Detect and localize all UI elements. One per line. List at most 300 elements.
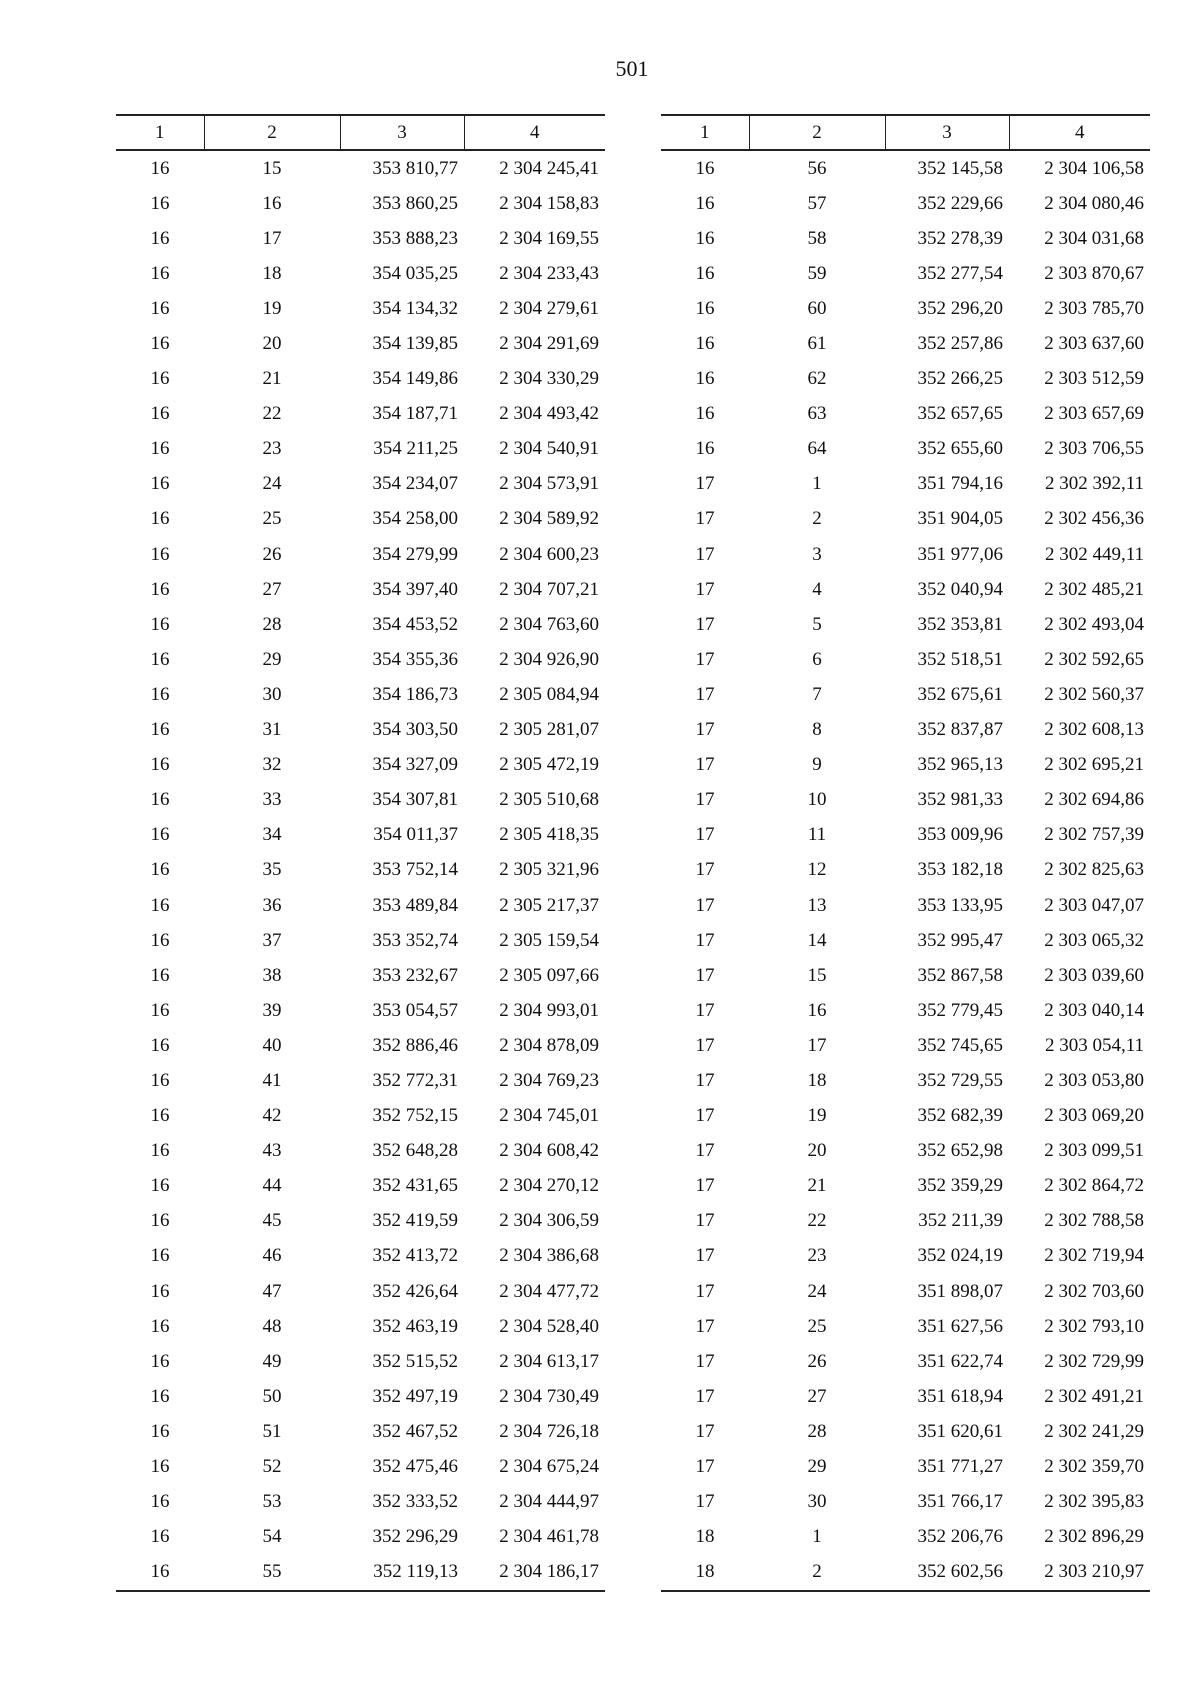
table-row <box>116 1414 605 1449</box>
cell-coordinate-x: 352 965,13 <box>917 754 1003 776</box>
table-row <box>116 1379 605 1414</box>
table-row <box>661 291 1150 326</box>
table-row <box>116 1169 605 1204</box>
column-header: 1 <box>155 121 165 143</box>
cell-group-number: 16 <box>695 403 715 425</box>
cell-group-number: 16 <box>150 789 170 811</box>
cell-group-number: 17 <box>695 543 715 565</box>
cell-coordinate-x: 351 766,17 <box>917 1491 1003 1513</box>
cell-group-number: 17 <box>695 1069 715 1091</box>
cell-coordinate-y: 2 304 158,83 <box>499 192 599 214</box>
table-row <box>661 1485 1150 1520</box>
cell-point-number: 14 <box>807 929 827 951</box>
cell-point-number: 2 <box>749 1555 885 1591</box>
cell-coordinate-x: 351 620,61 <box>917 1420 1003 1442</box>
table-row <box>661 537 1150 572</box>
cell-coordinate-y: 2 303 039,60 <box>1044 964 1144 986</box>
table-row <box>661 502 1150 537</box>
cell-coordinate-y: 2 304 461,78 <box>499 1526 599 1548</box>
coordinates-table-right <box>661 114 1150 1592</box>
cell-coordinate-x: 352 779,45 <box>917 999 1003 1021</box>
cell-point-number: 13 <box>807 894 827 916</box>
cell-coordinate-x: 352 675,61 <box>917 683 1003 705</box>
cell-coordinate-y: 2 304 707,21 <box>499 578 599 600</box>
cell-point-number: 52 <box>262 1456 282 1478</box>
table-row <box>116 748 605 783</box>
cell-coordinate-y: 2 304 769,23 <box>499 1069 599 1091</box>
cell-group-number: 17 <box>695 473 715 495</box>
cell-point-number: 57 <box>807 192 827 214</box>
cell-coordinate-y: 2 302 485,21 <box>1044 578 1144 600</box>
table-row <box>116 572 605 607</box>
cell-point-number: 5 <box>812 613 822 635</box>
cell-coordinate-x: 354 187,71 <box>372 403 458 425</box>
cell-coordinate-x: 352 206,76 <box>917 1526 1003 1548</box>
table-row <box>661 1099 1150 1134</box>
cell-coordinate-x: 354 134,32 <box>372 297 458 319</box>
cell-group-number: 16 <box>150 1526 170 1548</box>
table-row <box>661 1555 1150 1591</box>
cell-group-number: 16 <box>150 683 170 705</box>
cell-coordinate-x: 352 211,39 <box>918 1210 1003 1232</box>
table-row <box>661 1414 1150 1449</box>
cell-coordinate-y: 2 302 608,13 <box>1044 719 1144 741</box>
cell-group-number: 16 <box>150 1456 170 1478</box>
cell-point-number: 60 <box>807 297 827 319</box>
cell-coordinate-y: 2 303 047,07 <box>1044 894 1144 916</box>
cell-group-number: 16 <box>150 894 170 916</box>
table-row <box>116 1485 605 1520</box>
cell-coordinate-x: 352 729,55 <box>917 1069 1003 1091</box>
table-row <box>661 432 1150 467</box>
cell-group-number: 16 <box>150 1350 170 1372</box>
cell-point-number: 63 <box>807 403 827 425</box>
table-row <box>116 783 605 818</box>
cell-coordinate-y: 2 303 099,51 <box>1044 1140 1144 1162</box>
cell-coordinate-y: 2 304 528,40 <box>499 1315 599 1337</box>
cell-coordinate-x: 353 752,14 <box>372 859 458 881</box>
cell-point-number: 22 <box>807 1210 827 1232</box>
cell-point-number: 23 <box>262 438 282 460</box>
cell-coordinate-x: 352 024,19 <box>917 1245 1003 1267</box>
cell-point-number: 11 <box>807 824 827 846</box>
cell-group-number: 16 <box>150 578 170 600</box>
cell-group-number: 16 <box>695 297 715 319</box>
cell-coordinate-x: 354 258,00 <box>372 508 458 530</box>
cell-group-number: 16 <box>150 999 170 1021</box>
cell-coordinate-y: 2 302 493,04 <box>1044 613 1144 635</box>
cell-point-number: 10 <box>807 789 827 811</box>
cell-point-number: 21 <box>262 368 282 390</box>
cell-group-number: 16 <box>150 1385 170 1407</box>
cell-point-number: 19 <box>262 297 282 319</box>
cell-coordinate-y: 2 304 233,43 <box>499 262 599 284</box>
table-row <box>661 150 1150 186</box>
table-row <box>116 1449 605 1484</box>
cell-coordinate-x: 352 040,94 <box>917 578 1003 600</box>
cell-coordinate-x: 354 307,81 <box>372 789 458 811</box>
cell-coordinate-x: 352 837,87 <box>917 719 1003 741</box>
cell-group-number: 16 <box>150 543 170 565</box>
cell-coordinate-y: 2 303 053,80 <box>1044 1069 1144 1091</box>
cell-point-number: 59 <box>807 262 827 284</box>
cell-group-number: 17 <box>695 1175 715 1197</box>
cell-coordinate-y: 2 302 456,36 <box>1044 508 1144 530</box>
cell-group-number: 16 <box>150 754 170 776</box>
cell-coordinate-x: 352 353,81 <box>917 613 1003 635</box>
cell-coordinate-x: 354 303,50 <box>372 719 458 741</box>
column-header: 1 <box>700 121 710 143</box>
table-row <box>661 1063 1150 1098</box>
table-row <box>116 607 605 642</box>
cell-coordinate-x: 354 279,99 <box>372 543 458 565</box>
cell-coordinate-y: 2 302 896,29 <box>1044 1526 1144 1548</box>
cell-group-number: 16 <box>695 157 715 179</box>
table-body <box>661 150 1150 1591</box>
cell-coordinate-y: 2 302 560,37 <box>1044 683 1144 705</box>
cell-group-number: 16 <box>150 1034 170 1056</box>
cell-point-number: 1 <box>812 1526 822 1548</box>
cell-coordinate-y: 2 302 695,21 <box>1044 754 1144 776</box>
cell-group-number: 17 <box>695 894 715 916</box>
table-row <box>116 1028 605 1063</box>
cell-coordinate-x: 352 296,20 <box>917 297 1003 319</box>
cell-group-number: 16 <box>695 368 715 390</box>
table-row <box>661 818 1150 853</box>
cell-coordinate-y: 2 304 540,91 <box>499 438 599 460</box>
cell-coordinate-x: 352 752,15 <box>372 1105 458 1127</box>
cell-group-number: 17 <box>695 1280 715 1302</box>
cell-point-number: 28 <box>262 613 282 635</box>
page-number: 501 <box>615 56 649 81</box>
cell-coordinate-y: 2 305 217,37 <box>499 894 599 916</box>
cell-point-number: 16 <box>807 999 827 1021</box>
table-row <box>661 1309 1150 1344</box>
cell-coordinate-y: 2 303 040,14 <box>1044 999 1144 1021</box>
table-row <box>661 1134 1150 1169</box>
cell-coordinate-y: 2 304 270,12 <box>499 1175 599 1197</box>
cell-point-number: 50 <box>262 1385 282 1407</box>
cell-point-number: 44 <box>262 1175 282 1197</box>
cell-point-number: 62 <box>807 368 827 390</box>
cell-group-number: 16 <box>695 192 715 214</box>
table-row <box>661 1274 1150 1309</box>
cell-point-number: 27 <box>807 1385 827 1407</box>
table-row <box>661 1169 1150 1204</box>
table-row <box>661 888 1150 923</box>
cell-group-number: 17 <box>695 1210 715 1232</box>
table-row <box>661 1204 1150 1239</box>
cell-coordinate-x: 352 419,59 <box>372 1210 458 1232</box>
cell-coordinate-x: 354 234,07 <box>372 473 458 495</box>
cell-coordinate-x: 352 257,86 <box>917 333 1003 355</box>
cell-coordinate-x: 351 904,05 <box>917 508 1003 530</box>
cell-coordinate-y: 2 304 186,17 <box>464 1555 605 1591</box>
cell-coordinate-y: 2 302 359,70 <box>1044 1456 1144 1478</box>
cell-point-number: 2 <box>812 508 822 530</box>
column-header: 4 <box>1009 115 1150 150</box>
cell-coordinate-x: 352 995,47 <box>917 929 1003 951</box>
column-header: 3 <box>340 115 464 150</box>
cell-group-number: 16 <box>150 1069 170 1091</box>
cell-point-number: 30 <box>807 1491 827 1513</box>
cell-coordinate-y: 2 302 788,58 <box>1044 1210 1144 1232</box>
cell-coordinate-y: 2 304 245,41 <box>499 157 599 179</box>
cell-group-number: 16 <box>150 262 170 284</box>
cell-group-number: 17 <box>695 1385 715 1407</box>
column-header: 2 <box>204 115 340 150</box>
cell-group-number: 16 <box>150 613 170 635</box>
cell-point-number: 16 <box>262 192 282 214</box>
cell-group-number: 16 <box>695 438 715 460</box>
cell-group-number: 16 <box>150 1420 170 1442</box>
cell-group-number: 16 <box>150 333 170 355</box>
cell-coordinate-y: 2 303 210,97 <box>1009 1555 1150 1591</box>
cell-point-number: 9 <box>812 754 822 776</box>
cell-coordinate-x: 351 794,16 <box>917 473 1003 495</box>
cell-group-number: 16 <box>150 157 170 179</box>
table-row <box>661 677 1150 712</box>
table-row <box>661 1028 1150 1063</box>
cell-point-number: 32 <box>262 754 282 776</box>
cell-point-number: 46 <box>262 1245 282 1267</box>
cell-group-number: 16 <box>150 1280 170 1302</box>
table-row <box>116 397 605 432</box>
cell-coordinate-x: 352 981,33 <box>917 789 1003 811</box>
table-header-row <box>116 115 605 150</box>
table-row <box>661 1449 1150 1484</box>
cell-point-number: 53 <box>262 1491 282 1513</box>
cell-group-number: 16 <box>150 1245 170 1267</box>
cell-point-number: 12 <box>807 859 827 881</box>
cell-coordinate-x: 352 655,60 <box>917 438 1003 460</box>
cell-point-number: 41 <box>262 1069 282 1091</box>
cell-coordinate-y: 2 302 703,60 <box>1044 1280 1144 1302</box>
table-row <box>116 888 605 923</box>
cell-coordinate-y: 2 304 106,58 <box>1044 157 1144 179</box>
cell-point-number: 37 <box>262 929 282 951</box>
table-row <box>116 713 605 748</box>
cell-coordinate-y: 2 302 793,10 <box>1044 1315 1144 1337</box>
cell-coordinate-y: 2 304 169,55 <box>499 227 599 249</box>
table-row <box>661 326 1150 361</box>
cell-coordinate-y: 2 304 600,23 <box>499 543 599 565</box>
cell-coordinate-x: 354 149,86 <box>372 368 458 390</box>
cell-coordinate-x: 354 011,37 <box>373 824 458 846</box>
cell-group-number: 18 <box>661 1555 749 1591</box>
cell-coordinate-y: 2 304 745,01 <box>499 1105 599 1127</box>
cell-coordinate-x: 353 009,96 <box>917 824 1003 846</box>
cell-coordinate-x: 352 413,72 <box>372 1245 458 1267</box>
cell-point-number: 26 <box>807 1350 827 1372</box>
cell-group-number: 17 <box>695 719 715 741</box>
cell-point-number: 48 <box>262 1315 282 1337</box>
cell-group-number: 16 <box>695 333 715 355</box>
cell-coordinate-y: 2 304 726,18 <box>499 1420 599 1442</box>
cell-point-number: 30 <box>262 683 282 705</box>
table-row <box>116 186 605 221</box>
cell-group-number: 16 <box>116 1555 204 1591</box>
cell-point-number: 3 <box>812 543 822 565</box>
cell-coordinate-x: 351 977,06 <box>917 543 1003 565</box>
cell-group-number: 17 <box>695 1350 715 1372</box>
cell-coordinate-y: 2 303 785,70 <box>1044 297 1144 319</box>
cell-group-number: 16 <box>150 648 170 670</box>
cell-coordinate-x: 352 518,51 <box>917 648 1003 670</box>
cell-coordinate-y: 2 304 993,01 <box>499 999 599 1021</box>
cell-point-number: 17 <box>807 1034 827 1056</box>
cell-coordinate-y: 2 305 321,96 <box>499 859 599 881</box>
cell-coordinate-y: 2 302 395,83 <box>1044 1491 1144 1513</box>
cell-point-number: 18 <box>807 1069 827 1091</box>
cell-coordinate-x: 353 232,67 <box>372 964 458 986</box>
cell-coordinate-x: 352 333,52 <box>372 1491 458 1513</box>
cell-coordinate-y: 2 305 084,94 <box>499 683 599 705</box>
cell-coordinate-y: 2 303 065,32 <box>1044 929 1144 951</box>
table-row <box>661 607 1150 642</box>
cell-point-number: 8 <box>812 719 822 741</box>
cell-point-number: 24 <box>262 473 282 495</box>
table-row <box>661 642 1150 677</box>
cell-coordinate-x: 352 682,39 <box>917 1105 1003 1127</box>
cell-group-number: 17 <box>695 1315 715 1337</box>
cell-point-number: 49 <box>262 1350 282 1372</box>
cell-point-number: 45 <box>262 1210 282 1232</box>
cell-coordinate-x: 352 277,54 <box>917 262 1003 284</box>
table-row <box>116 150 605 186</box>
table-row <box>116 1274 605 1309</box>
cell-coordinate-y: 2 304 608,42 <box>499 1140 599 1162</box>
cell-coordinate-x: 352 745,65 <box>917 1034 1003 1056</box>
cell-coordinate-x: 352 296,29 <box>372 1526 458 1548</box>
cell-coordinate-y: 2 304 031,68 <box>1044 227 1144 249</box>
cell-coordinate-x: 352 463,19 <box>372 1315 458 1337</box>
cell-group-number: 16 <box>150 1175 170 1197</box>
cell-coordinate-x: 354 139,85 <box>372 333 458 355</box>
column-header: 4 <box>464 115 605 150</box>
cell-point-number: 25 <box>807 1315 827 1337</box>
cell-coordinate-y: 2 302 729,99 <box>1044 1350 1144 1372</box>
table-row <box>116 537 605 572</box>
cell-coordinate-y: 2 302 719,94 <box>1044 1245 1144 1267</box>
cell-coordinate-x: 352 886,46 <box>372 1034 458 1056</box>
table-row <box>661 1520 1150 1555</box>
cell-coordinate-x: 351 622,74 <box>917 1350 1003 1372</box>
cell-coordinate-y: 2 304 279,61 <box>499 297 599 319</box>
cell-group-number: 16 <box>150 859 170 881</box>
cell-point-number: 15 <box>807 964 827 986</box>
cell-coordinate-y: 2 304 291,69 <box>499 333 599 355</box>
table-row <box>661 713 1150 748</box>
cell-coordinate-y: 2 304 763,60 <box>499 613 599 635</box>
cell-coordinate-x: 353 352,74 <box>372 929 458 951</box>
table-row <box>116 853 605 888</box>
column-header: 2 <box>749 115 885 150</box>
table-row <box>661 853 1150 888</box>
cell-group-number: 16 <box>150 1491 170 1513</box>
cell-group-number: 16 <box>150 473 170 495</box>
table-row <box>661 186 1150 221</box>
cell-point-number: 36 <box>262 894 282 916</box>
cell-coordinate-x: 353 810,77 <box>372 157 458 179</box>
table-body <box>116 150 605 1591</box>
cell-group-number: 16 <box>150 403 170 425</box>
cell-coordinate-x: 352 426,64 <box>372 1280 458 1302</box>
cell-group-number: 17 <box>695 578 715 600</box>
cell-group-number: 17 <box>695 1420 715 1442</box>
cell-point-number: 40 <box>262 1034 282 1056</box>
cell-coordinate-x: 351 618,94 <box>917 1385 1003 1407</box>
cell-point-number: 18 <box>262 262 282 284</box>
cell-group-number: 17 <box>695 1456 715 1478</box>
cell-group-number: 17 <box>695 824 715 846</box>
cell-point-number: 21 <box>807 1175 827 1197</box>
cell-coordinate-y: 2 303 054,11 <box>1044 1034 1144 1056</box>
table-row <box>116 993 605 1028</box>
cell-coordinate-x: 352 278,39 <box>917 227 1003 249</box>
cell-coordinate-y: 2 305 097,66 <box>499 964 599 986</box>
table-row <box>116 1555 605 1591</box>
cell-coordinate-y: 2 303 870,67 <box>1044 262 1144 284</box>
cell-point-number: 29 <box>807 1456 827 1478</box>
cell-coordinate-y: 2 302 241,29 <box>1044 1420 1144 1442</box>
cell-coordinate-y: 2 302 491,21 <box>1044 1385 1144 1407</box>
table-row <box>661 221 1150 256</box>
cell-coordinate-x: 352 475,46 <box>372 1456 458 1478</box>
cell-group-number: 16 <box>150 1140 170 1162</box>
cell-coordinate-x: 353 054,57 <box>372 999 458 1021</box>
cell-group-number: 17 <box>695 683 715 705</box>
cell-coordinate-x: 352 431,65 <box>372 1175 458 1197</box>
cell-coordinate-y: 2 304 730,49 <box>499 1385 599 1407</box>
cell-point-number: 28 <box>807 1420 827 1442</box>
cell-coordinate-x: 354 355,36 <box>372 648 458 670</box>
table-row <box>116 1239 605 1274</box>
cell-group-number: 16 <box>150 368 170 390</box>
cell-point-number: 6 <box>812 648 822 670</box>
cell-coordinate-x: 352 652,98 <box>917 1140 1003 1162</box>
cell-coordinate-y: 2 302 694,86 <box>1044 789 1144 811</box>
cell-point-number: 23 <box>807 1245 827 1267</box>
cell-coordinate-x: 354 327,09 <box>372 754 458 776</box>
table-row <box>116 1099 605 1134</box>
table-row <box>661 1239 1150 1274</box>
cell-coordinate-x: 352 119,13 <box>340 1555 464 1591</box>
cell-group-number: 16 <box>150 964 170 986</box>
table-row <box>116 1309 605 1344</box>
cell-group-number: 17 <box>695 964 715 986</box>
table-row <box>661 572 1150 607</box>
cell-point-number: 4 <box>812 578 822 600</box>
cell-coordinate-x: 351 771,27 <box>917 1456 1003 1478</box>
cell-coordinate-x: 353 489,84 <box>372 894 458 916</box>
column-header: 3 <box>885 115 1009 150</box>
cell-point-number: 25 <box>262 508 282 530</box>
cell-coordinate-x: 354 035,25 <box>372 262 458 284</box>
cell-coordinate-x: 353 133,95 <box>917 894 1003 916</box>
coordinates-table-left <box>116 114 605 1592</box>
table-row <box>116 1520 605 1555</box>
table-header-row <box>661 115 1150 150</box>
cell-coordinate-x: 352 497,19 <box>372 1385 458 1407</box>
cell-coordinate-x: 352 229,66 <box>917 192 1003 214</box>
cell-group-number: 17 <box>695 1491 715 1513</box>
cell-coordinate-x: 354 186,73 <box>372 683 458 705</box>
cell-coordinate-y: 2 304 493,42 <box>499 403 599 425</box>
table-row <box>116 1134 605 1169</box>
table-row <box>661 362 1150 397</box>
cell-coordinate-y: 2 305 510,68 <box>499 789 599 811</box>
